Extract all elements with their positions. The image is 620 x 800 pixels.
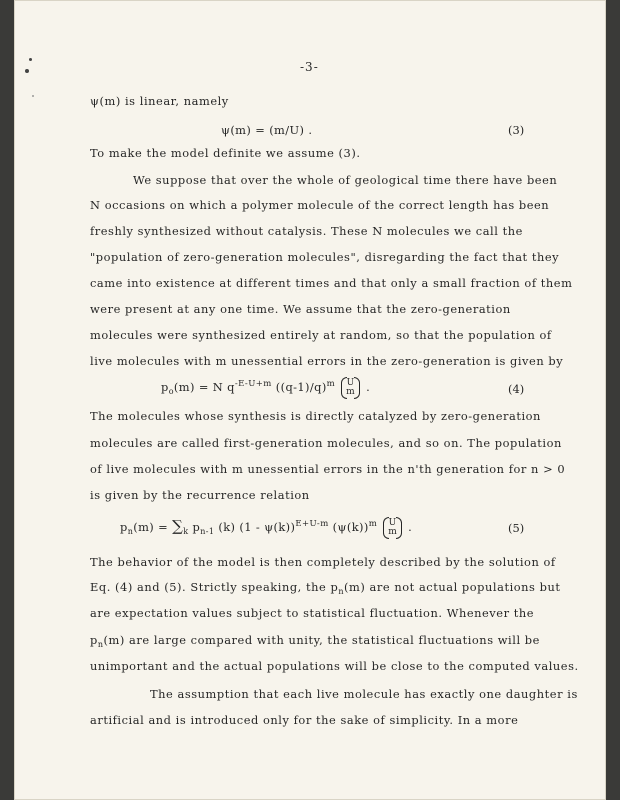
text-line: of live molecules with m unessential errors in the n'th generation for n > 0 — [90, 462, 566, 476]
equation-number-3: (3) — [508, 123, 525, 137]
text-line: We suppose that over the whole of geological time there have been — [133, 173, 558, 187]
eq-term: (ψ(k)) — [328, 520, 369, 534]
eq-term: ((q-1)/q) — [271, 380, 327, 394]
eq-subscript: o — [168, 387, 174, 396]
text-line: To make the model definite we assume (3). — [90, 146, 361, 160]
text-subscript: n — [97, 640, 104, 649]
binom-bottom: m — [388, 527, 398, 537]
equation-number-5: (5) — [508, 521, 525, 535]
text-line: is given by the recurrence relation — [90, 488, 310, 502]
binomial-coefficient — [383, 519, 402, 537]
eq-exponent: m — [368, 519, 378, 529]
eq-exponent: m — [326, 379, 336, 389]
text-line: N occasions on which a polymer molecule of the correct length has been — [90, 198, 550, 212]
text-span: (m) are not actual populations but — [344, 580, 561, 594]
binder-hole-mark — [32, 95, 34, 97]
eq-subscript: n — [127, 527, 134, 536]
eq-term: . — [362, 380, 371, 394]
sum-symbol: ∑ — [172, 517, 184, 535]
document-page — [14, 0, 606, 800]
eq-term: . — [404, 520, 413, 534]
eq-term: (k) (1 - ψ(k)) — [214, 520, 296, 534]
equation-number-4: (4) — [508, 382, 525, 396]
text-line: molecules are called first-generation molecules, and so on. The population — [90, 436, 562, 450]
equation-5 — [120, 517, 412, 537]
binder-hole-mark — [25, 69, 29, 73]
eq-exponent: E+U-m — [295, 519, 329, 529]
text-line: artificial and is introduced only for the sake of simplicity. In a more — [90, 713, 519, 727]
text-line: The behavior of the model is then completely described by the solution of — [90, 555, 556, 569]
text-line — [90, 633, 540, 649]
equation-3: ψ(m) = (m/U) . — [221, 123, 313, 137]
text-line: live molecules with m unessential errors in the zero-generation is given by — [90, 354, 564, 368]
text-line: The assumption that each live molecule has exactly one daughter is — [150, 687, 578, 701]
eq-symbol: p — [120, 520, 128, 534]
page-number: -3- — [300, 60, 319, 74]
eq-term: (m) = — [133, 520, 173, 534]
text-line — [90, 580, 560, 596]
binomial-coefficient — [341, 379, 360, 397]
text-line: The molecules whose synthesis is directly catalyzed by zero-generation — [90, 409, 541, 423]
eq-exponent: -E-U+m — [234, 379, 272, 389]
eq-subscript: k — [183, 527, 189, 536]
text-subscript: n — [338, 587, 345, 596]
text-line: freshly synthesized without catalysis. These N molecules we call the — [90, 224, 523, 238]
binom-bottom: m — [346, 387, 356, 397]
eq-symbol: p — [161, 380, 169, 394]
binom-top: U — [388, 518, 397, 528]
text-line: "population of zero-generation molecules", disregarding the fact that they — [90, 250, 560, 264]
text-line: unimportant and the actual populations will be close to the computed values. — [90, 659, 579, 673]
text-span: Eq. (4) and (5). Strictly speaking, the p — [90, 580, 339, 594]
eq-term: (m) = N q — [173, 380, 235, 394]
text-line: are expectation values subject to statistical fluctuation. Whenever the — [90, 606, 535, 620]
text-line: came into existence at different times and that only a small fraction of them — [90, 276, 573, 290]
eq-symbol: p — [192, 520, 201, 534]
text-line: molecules were synthesized entirely at random, so that the population of — [90, 328, 552, 342]
binder-hole-mark — [29, 58, 32, 61]
equation-4 — [161, 379, 370, 397]
text-span: (m) are large compared with unity, the statistical fluctuations will be — [103, 633, 540, 647]
eq-subscript: n-1 — [200, 527, 215, 536]
binom-top: U — [346, 378, 355, 388]
text-span: p — [90, 633, 98, 647]
text-line: ψ(m) is linear, namely — [90, 94, 229, 108]
text-line: were present at any one time. We assume that the zero-generation — [90, 302, 511, 316]
